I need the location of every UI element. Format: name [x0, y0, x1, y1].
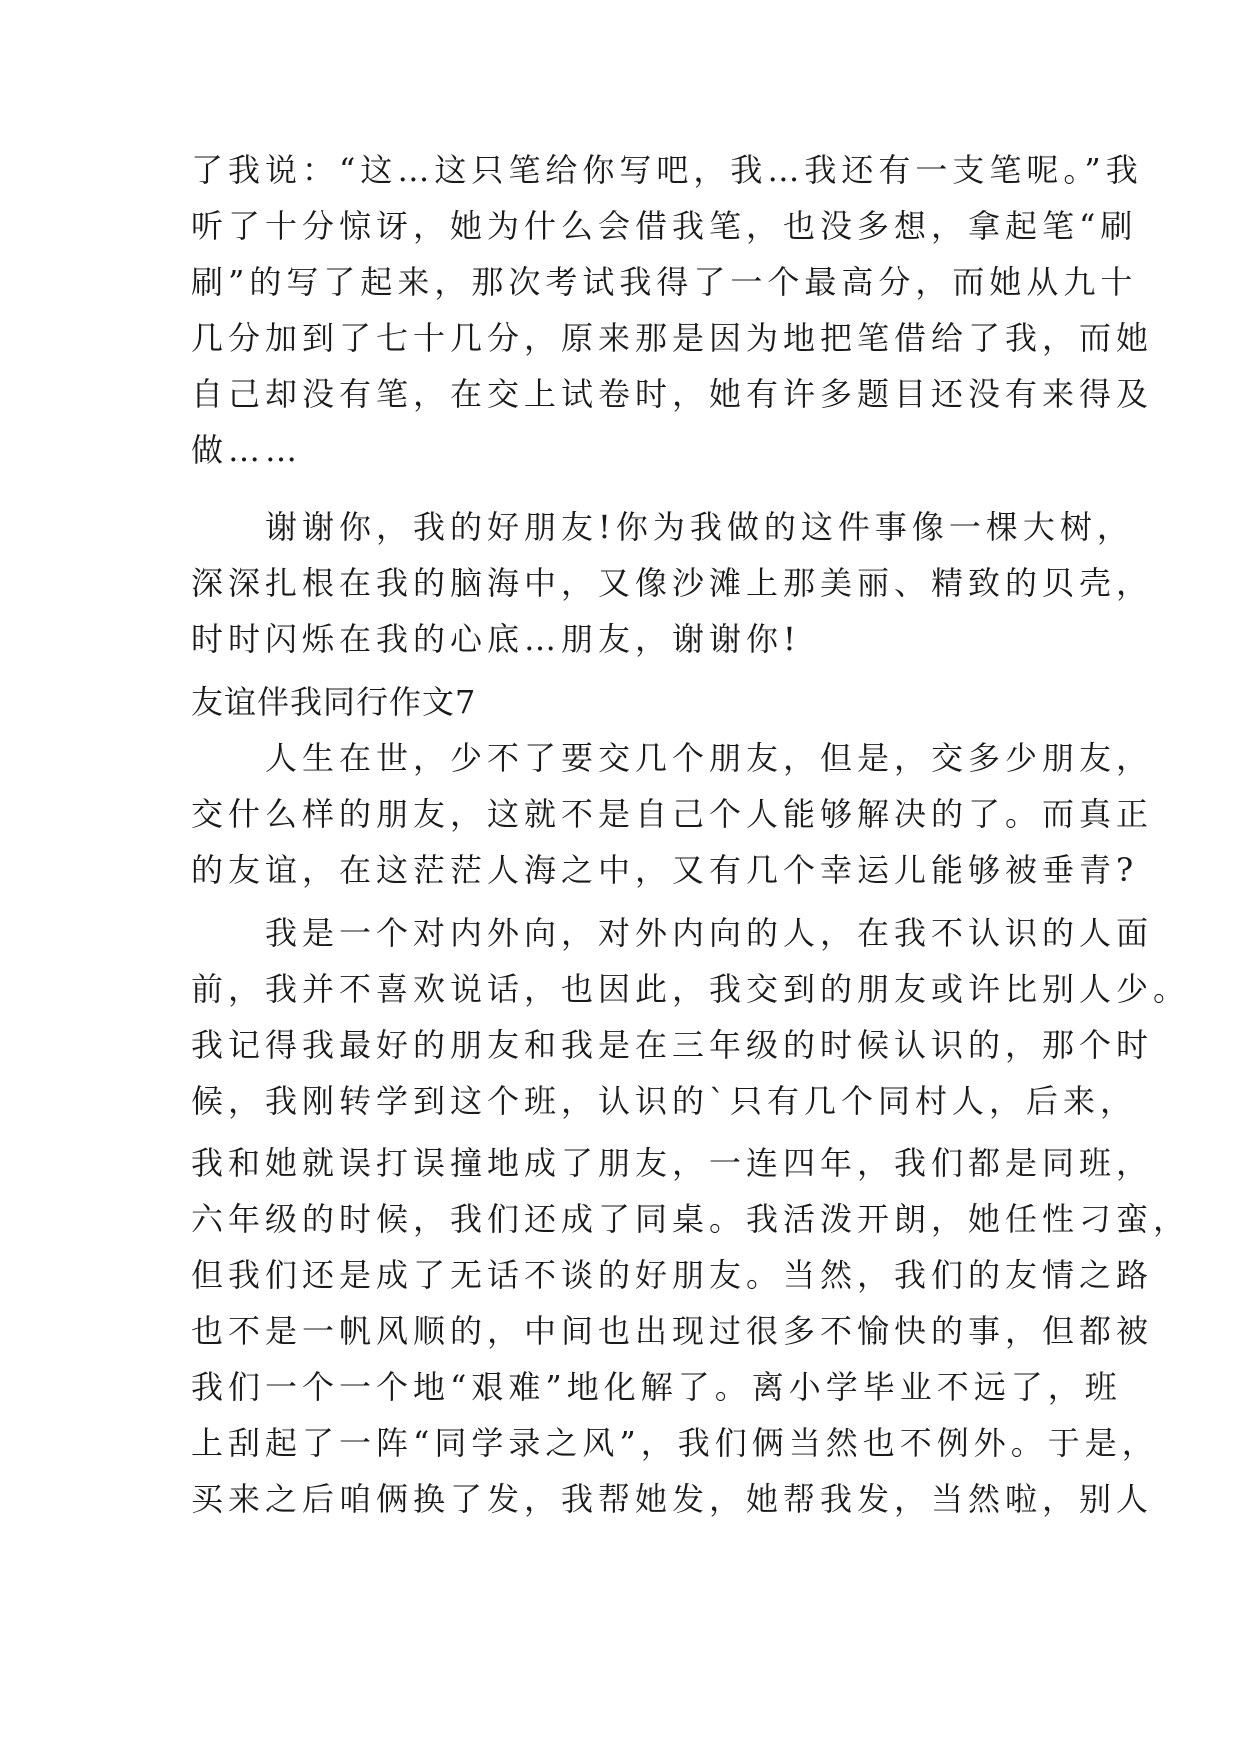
text-line: 我和她就误打误撞地成了朋友，一连四年，我们都是同班， [191, 1144, 1154, 1182]
text-line: 了我说：“这…这只笔给你写吧，我…我还有一支笔呢。”我 [191, 151, 1143, 189]
text-line: 六年级的时候，我们还成了同桌。我活泼开朗，她任性刁蛮， [191, 1200, 1191, 1238]
text-line: 听了十分惊讶，她为什么会借我笔，也没多想，拿起笔“刷 [191, 207, 1138, 245]
text-line: 人生在世，少不了要交几个朋友，但是，交多少朋友， [191, 739, 1154, 777]
text-line: 我记得我最好的朋友和我是在三年级的时候认识的，那个时 [191, 1026, 1154, 1064]
text-line: 我们一个一个地“艰难”地化解了。离小学毕业不远了，班 [191, 1368, 1122, 1406]
text-line: 时时闪烁在我的心底…朋友，谢谢你! [191, 620, 801, 658]
section-heading: 友谊伴我同行作文7 [191, 683, 477, 721]
text-line: 候，我刚转学到这个班，认识的`只有几个同村人，后来， [191, 1082, 1138, 1120]
text-line: 自己却没有笔，在交上试卷时，她有许多题目还没有来得及 [191, 375, 1154, 413]
text-line: 但我们还是成了无话不谈的好朋友。当然，我们的友情之路 [191, 1256, 1154, 1294]
text-line: 几分加到了七十几分，原来那是因为地把笔借给了我，而她 [191, 319, 1154, 357]
text-line: 刷”的写了起来，那次考试我得了一个最高分，而她从九十 [191, 263, 1138, 301]
text-line: 谢谢你，我的好朋友!你为我做的这件事像一棵大树， [191, 508, 1134, 546]
text-line: 买来之后咱俩换了发，我帮她发，她帮我发，当然啦，别人 [191, 1480, 1154, 1518]
text-line: 上刮起了一阵“同学录之风”，我们俩当然也不例外。于是， [191, 1424, 1159, 1462]
text-line: 前，我并不喜欢说话，也因此，我交到的朋友或许比别人少。 [191, 970, 1191, 1008]
text-line: 做…… [191, 431, 303, 469]
text-line: 交什么样的朋友，这就不是自己个人能够解决的了。而真正 [191, 795, 1154, 833]
text-line: 深深扎根在我的脑海中，又像沙滩上那美丽、精致的贝壳， [191, 564, 1154, 602]
text-line: 我是一个对内外向，对外内向的人，在我不认识的人面 [191, 914, 1154, 952]
text-line: 也不是一帆风顺的，中间也出现过很多不愉快的事，但都被 [191, 1312, 1154, 1350]
text-line: 的友谊，在这茫茫人海之中，又有几个幸运儿能够被垂青? [191, 851, 1139, 889]
